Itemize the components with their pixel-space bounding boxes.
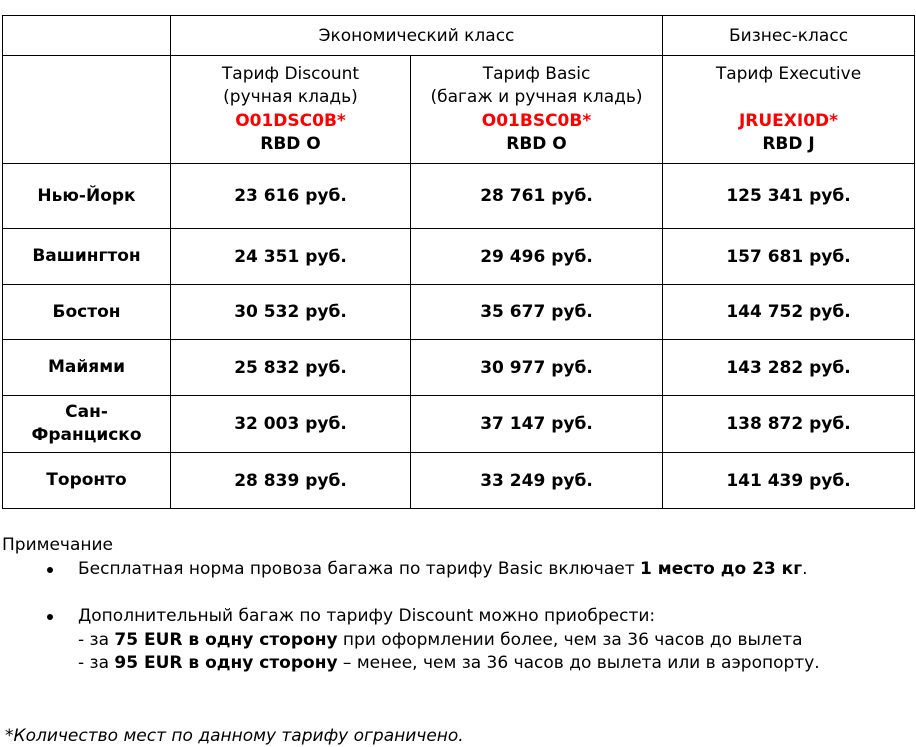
price-cell: 30 532 руб. [171, 285, 411, 340]
price-cell: 37 147 руб. [411, 396, 663, 453]
note-bold-text: 75 EUR в одну сторону [114, 629, 338, 650]
fare-name: Тариф Executive [715, 63, 862, 84]
empty-corner-cell [3, 16, 171, 56]
note-bold-text: 95 EUR в одну сторону [114, 653, 338, 673]
empty-header-cell [3, 56, 171, 164]
price-cell: 35 677 руб. [411, 285, 663, 340]
bullet-icon [47, 567, 53, 573]
note-line [78, 629, 908, 653]
price-cell: 28 839 руб. [171, 453, 411, 509]
table-row [3, 164, 915, 229]
city-cell: Бостон [3, 285, 171, 340]
city-cell: Вашингтон [3, 229, 171, 285]
note-text: - за [78, 629, 115, 650]
fare-rbd: RBD O [260, 134, 321, 154]
fare-name: Тариф Discount [221, 63, 360, 84]
price-cell: 29 496 руб. [411, 229, 663, 285]
fare-rbd: RBD J [762, 134, 815, 154]
fare-header-basic [411, 56, 663, 164]
city-cell: Сан-Франциско [3, 396, 171, 453]
price-cell: 28 761 руб. [411, 164, 663, 229]
table-row [3, 396, 915, 453]
note-intro: Дополнительный багаж по тарифу Discount можно приобрести: [78, 606, 656, 626]
price-cell: 30 977 руб. [411, 340, 663, 396]
economy-class-header: Экономический класс [171, 16, 663, 56]
fare-header-row [3, 56, 915, 164]
fare-rbd: RBD O [506, 134, 567, 154]
table-row [3, 285, 915, 340]
fare-note: (ручная кладь) [223, 87, 358, 107]
note-text: Бесплатная норма провоза багажа по тарифу Basic включает [78, 559, 641, 579]
fare-header-executive [663, 56, 915, 164]
city-cell: Майями [3, 340, 171, 396]
price-cell: 32 003 руб. [171, 396, 411, 453]
price-cell: 25 832 руб. [171, 340, 411, 396]
fare-table [2, 15, 915, 509]
note-text: - за [78, 653, 115, 673]
fare-name: Тариф Basic [482, 63, 591, 84]
price-cell: 141 439 руб. [663, 453, 915, 509]
fare-code: O01DSC0B* [235, 110, 346, 131]
note-item-free-baggage [78, 558, 908, 582]
table-row [3, 340, 915, 396]
bullet-icon [47, 614, 53, 620]
business-class-header: Бизнес-класс [663, 16, 915, 56]
note-text: . [802, 559, 808, 579]
table-row [3, 453, 915, 509]
fare-code: JRUEXI0D* [738, 110, 839, 131]
price-cell: 33 249 руб. [411, 453, 663, 509]
price-cell: 157 681 руб. [663, 229, 915, 285]
class-header-row [3, 16, 915, 56]
city-cell: Торонто [3, 453, 171, 509]
note-line [78, 558, 908, 582]
city-cell: Нью-Йорк [3, 164, 171, 229]
fare-header-discount [171, 56, 411, 164]
note-text: – менее, чем за 36 часов до вылета или в аэропорту. [337, 653, 820, 673]
price-cell: 23 616 руб. [171, 164, 411, 229]
note-text: при оформлении более, чем за 36 часов до вылета [337, 629, 803, 650]
table-row [3, 229, 915, 285]
fare-note: (багаж и ручная кладь) [430, 87, 643, 107]
price-cell: 24 351 руб. [171, 229, 411, 285]
price-cell: 138 872 руб. [663, 396, 915, 453]
notes-title: Примечание [2, 535, 113, 555]
note-line [78, 652, 908, 676]
price-cell: 143 282 руб. [663, 340, 915, 396]
fare-note-blank [663, 86, 914, 110]
note-item-extra-baggage [78, 605, 908, 676]
price-cell: 144 752 руб. [663, 285, 915, 340]
footnote: *Количество мест по данному тарифу ограничено. [5, 726, 464, 746]
note-bold-text: 1 место до 23 кг [640, 559, 803, 579]
fare-code: O01BSC0B* [481, 110, 592, 131]
price-cell: 125 341 руб. [663, 164, 915, 229]
